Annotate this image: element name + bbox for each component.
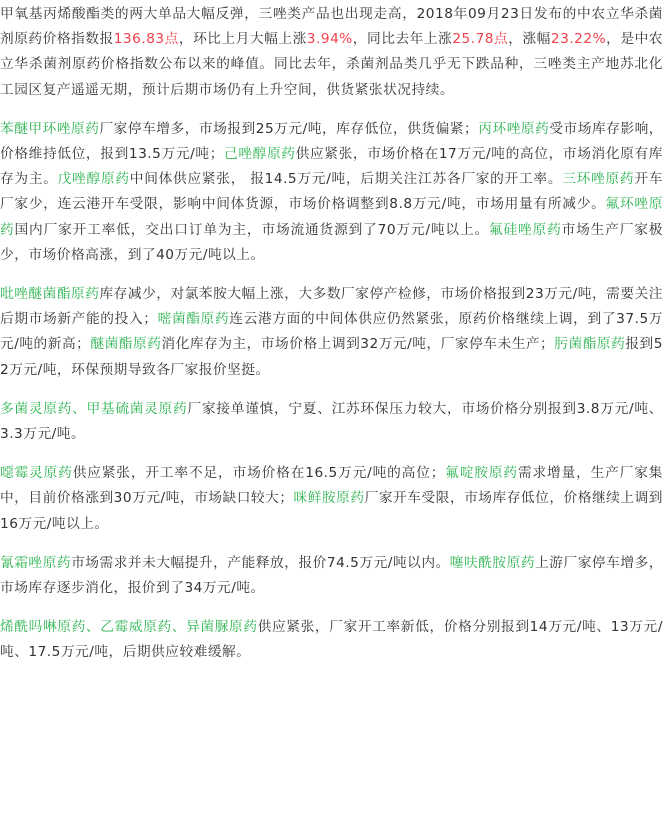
product-name-highlight: 醚菌酯原药 [90, 336, 162, 353]
index-value-highlight: 23.22% [550, 31, 607, 48]
paragraph-carbendazim [0, 397, 663, 447]
product-name-highlight: 苯醚甲环唑原药 [0, 120, 100, 137]
paragraph-triazoles [0, 117, 663, 268]
product-name-highlight: 噁霉灵原药 [0, 465, 73, 482]
product-name-highlight: 丙环唑原药 [478, 120, 550, 137]
body-text: 国内厂家开工率低，交出口订单为主，市场流通货源到了70万元/吨以上。 [14, 221, 489, 238]
body-text: 消化库存为主，市场价格上调到32万元/吨，厂家停车未生产； [161, 336, 555, 353]
paragraph-hymexazol [0, 461, 663, 537]
body-text: 需求增量，生产厂家集中，目前价格涨到30万元/吨，市场缺口较大； [0, 465, 663, 507]
product-name-highlight: 氟环唑原药 [0, 196, 663, 238]
product-name-highlight: 氟啶胺原药 [444, 465, 518, 482]
body-text: 市场需求并未大幅提升，产能释放，报价74.5万元/吨以内。 [71, 554, 450, 571]
body-text: 厂家停车增多，市场报到25万元/吨，库存低位，供货偏紧； [99, 120, 479, 137]
product-name-highlight: 肟菌酯原药 [554, 336, 626, 353]
index-value-highlight: 25.78点 [452, 31, 509, 48]
body-text: ，同比去年上涨 [352, 31, 453, 48]
body-text: ，涨幅 [508, 31, 551, 48]
body-text: 厂家接单谨慎，宁夏、江苏环保压力较大，市场价格分别报到3.8万元/吨、3.3万元/吨。 [0, 400, 663, 443]
body-text: ，是中农立华杀菌剂原药价格指数公布以来的峰值。同比去年，杀菌剂品类几乎无下跌品种，三唑类主产地苏北化工园区复产遥遥无期，预计后期市场仍有上升空间，供货紧张状况持续。 [0, 31, 663, 98]
paragraph-strobilurins [0, 282, 663, 383]
index-value-highlight: 3.94% [306, 31, 353, 48]
product-name-highlight: 氰霜唑原药 [0, 554, 72, 571]
product-name-highlight: 噻呋酰胺原药 [449, 554, 536, 571]
product-name-highlight: 吡唑醚菌酯原药 [0, 286, 100, 303]
paragraph-intro [0, 2, 663, 103]
body-text: 受市场库存影响，价格维持低位，报到13.5万元/吨； [0, 120, 663, 163]
product-name-highlight: 多菌灵原药、甲基硫菌灵原药 [0, 400, 188, 417]
body-text: 中间体供应紧张， 报14.5万元/吨，后期关注江苏各厂家的开工率。 [129, 171, 563, 188]
paragraph-dimethomorph [0, 615, 663, 665]
paragraph-fluopicolide [0, 551, 663, 601]
body-text: 市场生产厂家极少，市场价格高涨，到了40万元/吨以上。 [0, 221, 663, 263]
body-text: 甲氧基丙烯酸酯类的两大单品大幅反弹，三唑类产品也出现走高，2018年09月23日发布的中农立华杀菌剂原药价格指数报 [0, 6, 663, 48]
body-text: 供应紧张，厂家开工率新低，价格分别报到14万元/吨、13万元/吨、17.5万元/吨，后期供应较难缓解。 [0, 619, 663, 661]
body-text: 报到52万元/吨，环保预期导致各厂家报价坚挺。 [0, 336, 663, 378]
product-name-highlight: 三环唑原药 [562, 171, 635, 188]
product-name-highlight: 己唑醇原药 [223, 146, 296, 163]
product-name-highlight: 咪鲜胺原药 [293, 490, 365, 507]
body-text: 连云港方面的中间体供应仍然紧张，原药价格继续上调，到了37.5万元/吨的新高； [0, 311, 663, 353]
body-text: 上游厂家停车增多，市场库存逐步消化，报价到了34万元/吨。 [0, 554, 663, 597]
index-value-highlight: 136.83点 [113, 31, 179, 48]
body-text: 库存减少，对氯苯胺大幅上涨，大多数厂家停产检修，市场价格报到23万元/吨，需要关注后期市场新产能的投入； [0, 286, 663, 328]
product-name-highlight: 烯酰吗啉原药、乙霉威原药、异菌脲原药 [0, 619, 258, 636]
body-text: 厂家开车受限，市场库存低位，价格继续上调到16万元/吨以上。 [0, 490, 663, 532]
body-text: 开车厂家少，连云港开车受限，影响中间体货源，市场价格调整到8.8万元/吨，市场用量有所减少。 [0, 171, 663, 213]
product-name-highlight: 戊唑醇原药 [57, 171, 130, 188]
product-name-highlight: 嘧菌酯原药 [157, 311, 230, 328]
body-text: ，环比上月大幅上涨 [178, 31, 307, 48]
body-text: 供应紧张，市场价格在17万元/吨的高位，市场消化原有库存为主。 [0, 146, 663, 188]
body-text: 供应紧张，开工率不足，市场价格在16.5万元/吨的高位； [72, 465, 445, 482]
product-name-highlight: 氟硅唑原药 [489, 221, 562, 238]
